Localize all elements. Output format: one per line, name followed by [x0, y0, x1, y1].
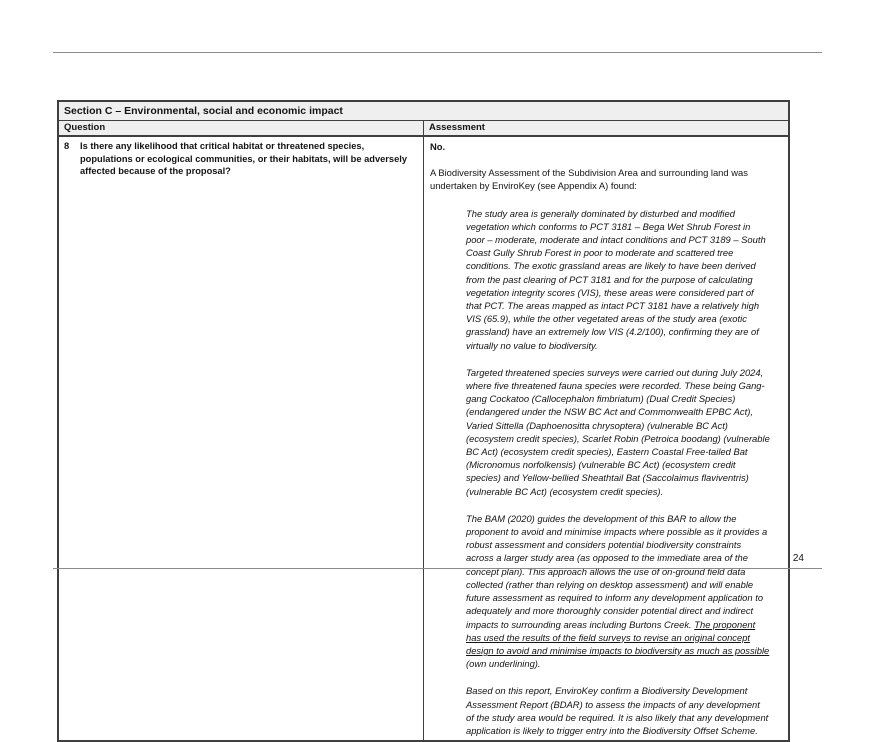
page-number: 24 — [792, 553, 804, 564]
quote-bam-text: The BAM (2020) guides the development of this BAR to allow the proponent to avoid and minimise impacts where possible as it provides a robust assessment and considers potential biodiversity constraints across a larger study area (as opposed to the immediate area of the concept plan). This approach allows the use of on-ground field data collected (rather than relying on desktop assessment) and will enable future assessment as required to inform any development application to adequately and more thoroughly consider potential direct and indirect impacts to surrounding areas including Burtons Creek. — [466, 512, 768, 630]
underlined-claim: The proponent has used the results of the field surveys to revise an original concept design to avoid and minimise impacts to biodiversity as much as possible — [466, 618, 770, 656]
quote-paragraph-species: Targeted threatened species surveys were carried out during July 2024, where five threatened fauna species were recorded. These being Gang-gang Cockatoo (Callocephalon fimbriatum) (Dual Credit Species) (endangered under the NSW BC Act and Commonwealth EPBC Act), Varied Sittella (Daphoenositta chrysoptera) (vulnerable BC Act) (ecosystem credit species), Scarlet Robin (Petroica boodang) (vulnerable BC Act) (ecosystem credit species), Eastern Coastal Free-tailed Bat (Micronomus norfolkensis) (vulnerable BC Act) (ecosystem credit species) and Yellow-bellied Sheathtail Bat (Saccolaimus flaviventris) (vulnerable BC Act) (ecosystem credit species). — [466, 366, 770, 497]
assessment-answer: No. — [430, 141, 446, 152]
question-number: 8 — [64, 141, 70, 151]
question-row — [58, 136, 789, 741]
quote-paragraph-bdar: Based on this report, EnviroKey confirm a Biodiversity Development Assessment Report (BDAR) to assess the impacts of any development of the study area would be required. It is also likely that any development application is likely to trigger entry into the Biodiversity Offset Scheme. — [466, 685, 769, 736]
column-header-row — [58, 121, 789, 137]
quote-paragraph-vegetation: The study area is generally dominated by disturbed and modified vegetation which conforms to PCT 3181 – Bega Wet Shrub Forest in poor – moderate, moderate and intact conditions and PCT 3189 – South Coast Gully Shrub Forest in poor to moderate and scattered tree conditions. The exotic grassland areas are likely to have been derived from the past clearing of PCT 3181 and for the purpose of calculating vegetation integrity scores (VIS), these areas were considered part of that PCT. The areas mapped as intact PCT 3181 have a relatively high VIS (65.9), while the other vegetated areas of the study area (exotic grassland) have an extremely low VIS (4.2/100), confirming they are of virtually no value to biodiversity. — [466, 207, 766, 351]
quote-paragraph-bam — [466, 512, 770, 670]
quote-bam-suffix: (own underlining). — [466, 658, 541, 670]
question-cell — [58, 136, 424, 741]
section-header-row — [58, 101, 789, 121]
assessment-column-header: Assessment — [424, 121, 790, 137]
header-rule — [53, 52, 822, 53]
section-title: Section C – Environmental, social and economic impact — [58, 101, 789, 121]
question-column-header: Question — [58, 121, 424, 137]
assessment-cell — [424, 136, 790, 741]
question-text: Is there any likelihood that critical habitat or threatened species, populations or ecological communities, or their habitats, will be adversely affected because of the proposal? — [80, 141, 408, 177]
assessment-intro: A Biodiversity Assessment of the Subdivision Area and surrounding land was undertaken by EnviroKey (see Appendix A) found: — [430, 167, 748, 192]
assessment-table — [57, 100, 790, 742]
footer-rule — [53, 568, 822, 569]
